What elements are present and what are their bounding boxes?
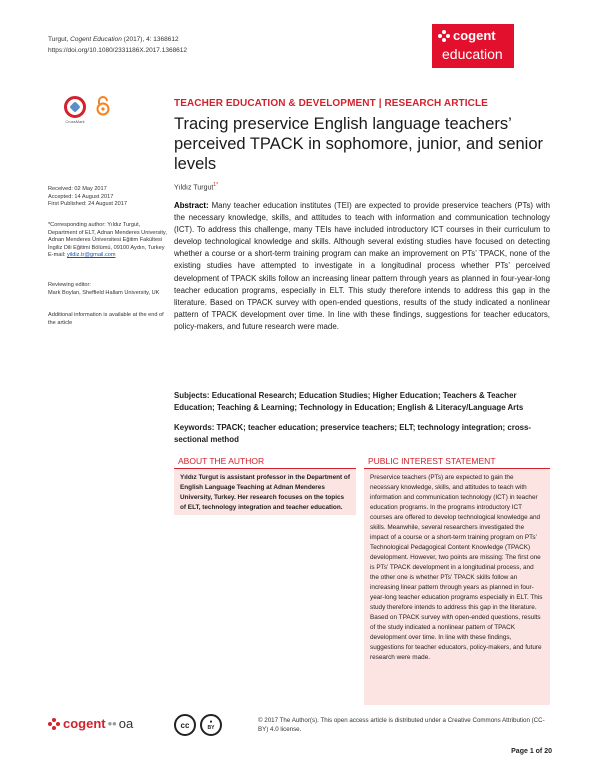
article-title: Tracing preservice English language teachers’ perceived TPACK in sophomore, junior, and senior levels (174, 115, 544, 173)
subjects: Subjects: Educational Research; Education Studies; Higher Education; Teachers & Teacher Education; Teaching & Learning; Technology in Education; English & Literacy/Language Arts (174, 391, 524, 412)
crossmark-label: CrossMark (65, 119, 85, 124)
abstract-text: Many teacher education institutes (TEI) are expected to provide preservice teachers (PTs) with the necessary knowledge, skills, and attitudes to teach with information and communication technology (ICT). To address this challenge, many TEIs have included introductory ICT courses in their curriculum to develop technological knowledge and skills. Although several existing studies have focused on detecting whether a course or a short-term training program can make an improvement on PTs’ TPACK, none of the existing studies have attempted to investigate in a longitudinal process whether PTs’ perceived development of TPACK skills follow an increasing linear pattern through years as planned in four-year-long teacher education programs, especially in ELT. This study therefore intends to address this gap in the literature. Based on TPACK survey with open-ended questions, results of the study indicated a nonlinear pattern of TPACK development over time. In line with these findings, suggestions for teacher educators, policy-makers, and future research were made. (174, 201, 550, 331)
cc-license-badge[interactable] (174, 714, 222, 736)
public-interest-text: Preservice teachers (PTs) are expected to gain the necessary knowledge, skills, and attitudes to teach with information and communication technology (ICT) in teacher education programs. In the programs introductory ICT courses are offered to develop technological knowledge and skills. Meanwhile, several researchers investigated the impact of a course or a short-term training program on PTs’ Technological Pedagogical Content Knowledge (TPACK) development. However, two points are missing: The first one is PTs’ TPACK development in a longitudinal process, and the other one is whether PTs’ TPACK skills follow an increasing linear pattern through years as planned in four-year-long teacher education programs especially in ELT. This study therefore intends to address this gap in the literature. Based on TPACK survey with open-ended questions, results of the study indicated a nonlinear pattern of TPACK development over time. In line with these findings, suggestions for teacher educators, policy-makers, and future research were made. (364, 469, 550, 705)
footer-logo-oa: oa (118, 716, 134, 731)
attribution-icon (200, 714, 222, 736)
corresponding-text: *Corresponding author: Yıldız Turgut, Department of ELT, Adnan Menderes University, Adnan Menderes Üniversitesi Eğitim Fakültesi İngiliz Dili Eğitimi Bölümü, 09100 Aydın, Turkey (48, 222, 167, 251)
published-date: First Published: 24 August 2017 (48, 201, 127, 208)
author-name[interactable]: Yıldız Turgut (174, 184, 214, 192)
attribution-person-icon: ● (209, 719, 213, 725)
additional-info: Additional information is available at the end of the article (48, 312, 164, 326)
citation-author: Turgut, (48, 36, 69, 43)
author-line (174, 182, 218, 191)
abstract (174, 200, 550, 333)
footer-logo-main: cogent (63, 716, 106, 731)
cogent-education-logo (432, 24, 514, 68)
crossmark-badge[interactable] (64, 96, 86, 124)
license-statement: © 2017 The Author(s). This open access article is distributed under a Creative Commons Attribution (CC-BY) 4.0 license. (258, 717, 545, 733)
cogent-dots-icon (48, 718, 60, 730)
accepted-date: Accepted: 14 August 2017 (48, 193, 114, 200)
attribution-label: BY (207, 725, 215, 731)
keywords: Keywords: TPACK; teacher education; preservice teachers; ELT; technology integration; cross-sectional method (174, 423, 532, 444)
about-author-box (174, 456, 356, 515)
author-affiliation-mark: 1* (213, 182, 219, 188)
public-interest-box (364, 456, 550, 705)
publication-dates (48, 186, 168, 209)
reviewer-name: Mark Boylan, Sheffield Hallam University, UK (48, 289, 160, 296)
cogent-dots-icon (438, 30, 450, 42)
page-number: Page 1 of 20 (511, 748, 552, 755)
reviewer-label: Reviewing editor: (48, 282, 91, 288)
cogent-oa-logo: cogent •• oa (48, 716, 133, 731)
public-interest-heading: PUBLIC INTEREST STATEMENT (364, 456, 550, 469)
email-link[interactable]: yildiz.tr@gmail.com (66, 252, 116, 259)
about-text: Yıldız Turgut is assistant professor in the Department of English Language Teaching at Adnan Menderes University, Turkey. Her research focuses on the topics of ELT, technology integration and teacher education. (174, 469, 356, 515)
citation-journal: Cogent Education (70, 36, 122, 43)
email-label: E-mail: (48, 252, 66, 259)
section-label: TEACHER EDUCATION & DEVELOPMENT | RESEARCH ARTICLE (174, 98, 488, 109)
doi-link[interactable]: https://doi.org/10.1080/2331186X.2017.1368612 (48, 47, 188, 54)
abstract-label: Abstract: (174, 201, 209, 210)
crossmark-icon (64, 96, 86, 118)
logo-subtitle: education (442, 46, 503, 62)
creative-commons-icon: cc (174, 714, 196, 736)
logo-brand: cogent (453, 28, 496, 43)
citation-volume: (2017), 4: 1368612 (123, 36, 179, 43)
reviewing-editor (48, 282, 168, 297)
corresponding-author (48, 222, 168, 260)
open-lock-icon (96, 96, 110, 120)
citation-header (48, 34, 187, 56)
about-heading: ABOUT THE AUTHOR (174, 456, 356, 469)
article-badges (64, 96, 110, 124)
received-date: Received: 02 May 2017 (48, 186, 107, 192)
